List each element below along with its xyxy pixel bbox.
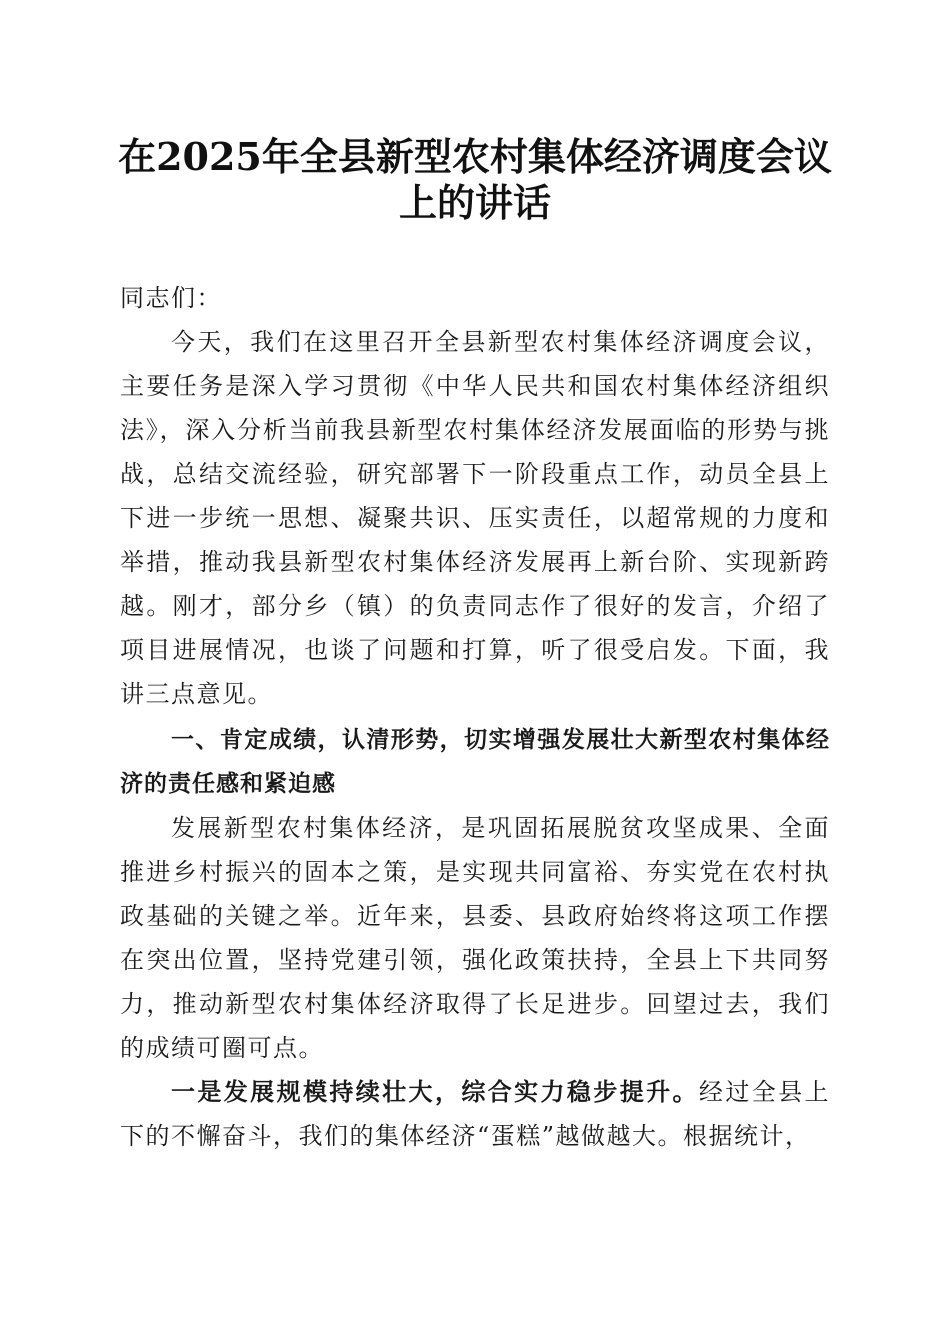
salutation: 同志们： [120,284,222,312]
section-1-heading: 一、肯定成绩，认清形势，切实增强发展壮大新型农村集体经济的责任感和紧迫感 [120,727,830,797]
point-1-paragraph [120,1070,830,1158]
point-1-text: 经过全县上下的不懈奋斗，我们的集体经济“蛋糕”越做越大。根据统计， [120,1078,831,1150]
document-title: 在2025年全县新型农村集体经济调度会议上的讲话 [118,134,832,225]
document-body [120,276,830,1158]
section-1-paragraph: 发展新型农村集体经济，是巩固拓展脱贫攻坚成果、全面推进乡村振兴的固本之策，是实现共同富裕、夯实党在农村执政基础的关键之举。近年来，县委、县政府始终将这项工作摆在突出位置，坚持党建引领，强化政策扶持，全县上下共同努力，推动新型农村集体经济取得了长足进步。回望过去，我们的成绩可圈可点。 [120,814,830,1062]
point-1-lead: 一是发展规模持续壮大，综合实力稳步提升。 [171,1077,699,1106]
intro-paragraph: 今天，我们在这里召开全县新型农村集体经济调度会议，主要任务是深入学习贯彻《中华人民共和国农村集体经济组织法》，深入分析当前我县新型农村集体经济发展面临的形势与挑战，总结交流经验，研究部署下一阶段重点工作，动员全县上下进一步统一思想、凝聚共识、压实责任，以超常规的力度和举措，推动我县新型农村集体经济发展再上新台阶、实现新跨越。刚才，部分乡（镇）的负责同志作了很好的发言，介绍了项目进展情况，也谈了问题和打算，听了很受启发。下面，我讲三点意见。 [120,328,830,708]
